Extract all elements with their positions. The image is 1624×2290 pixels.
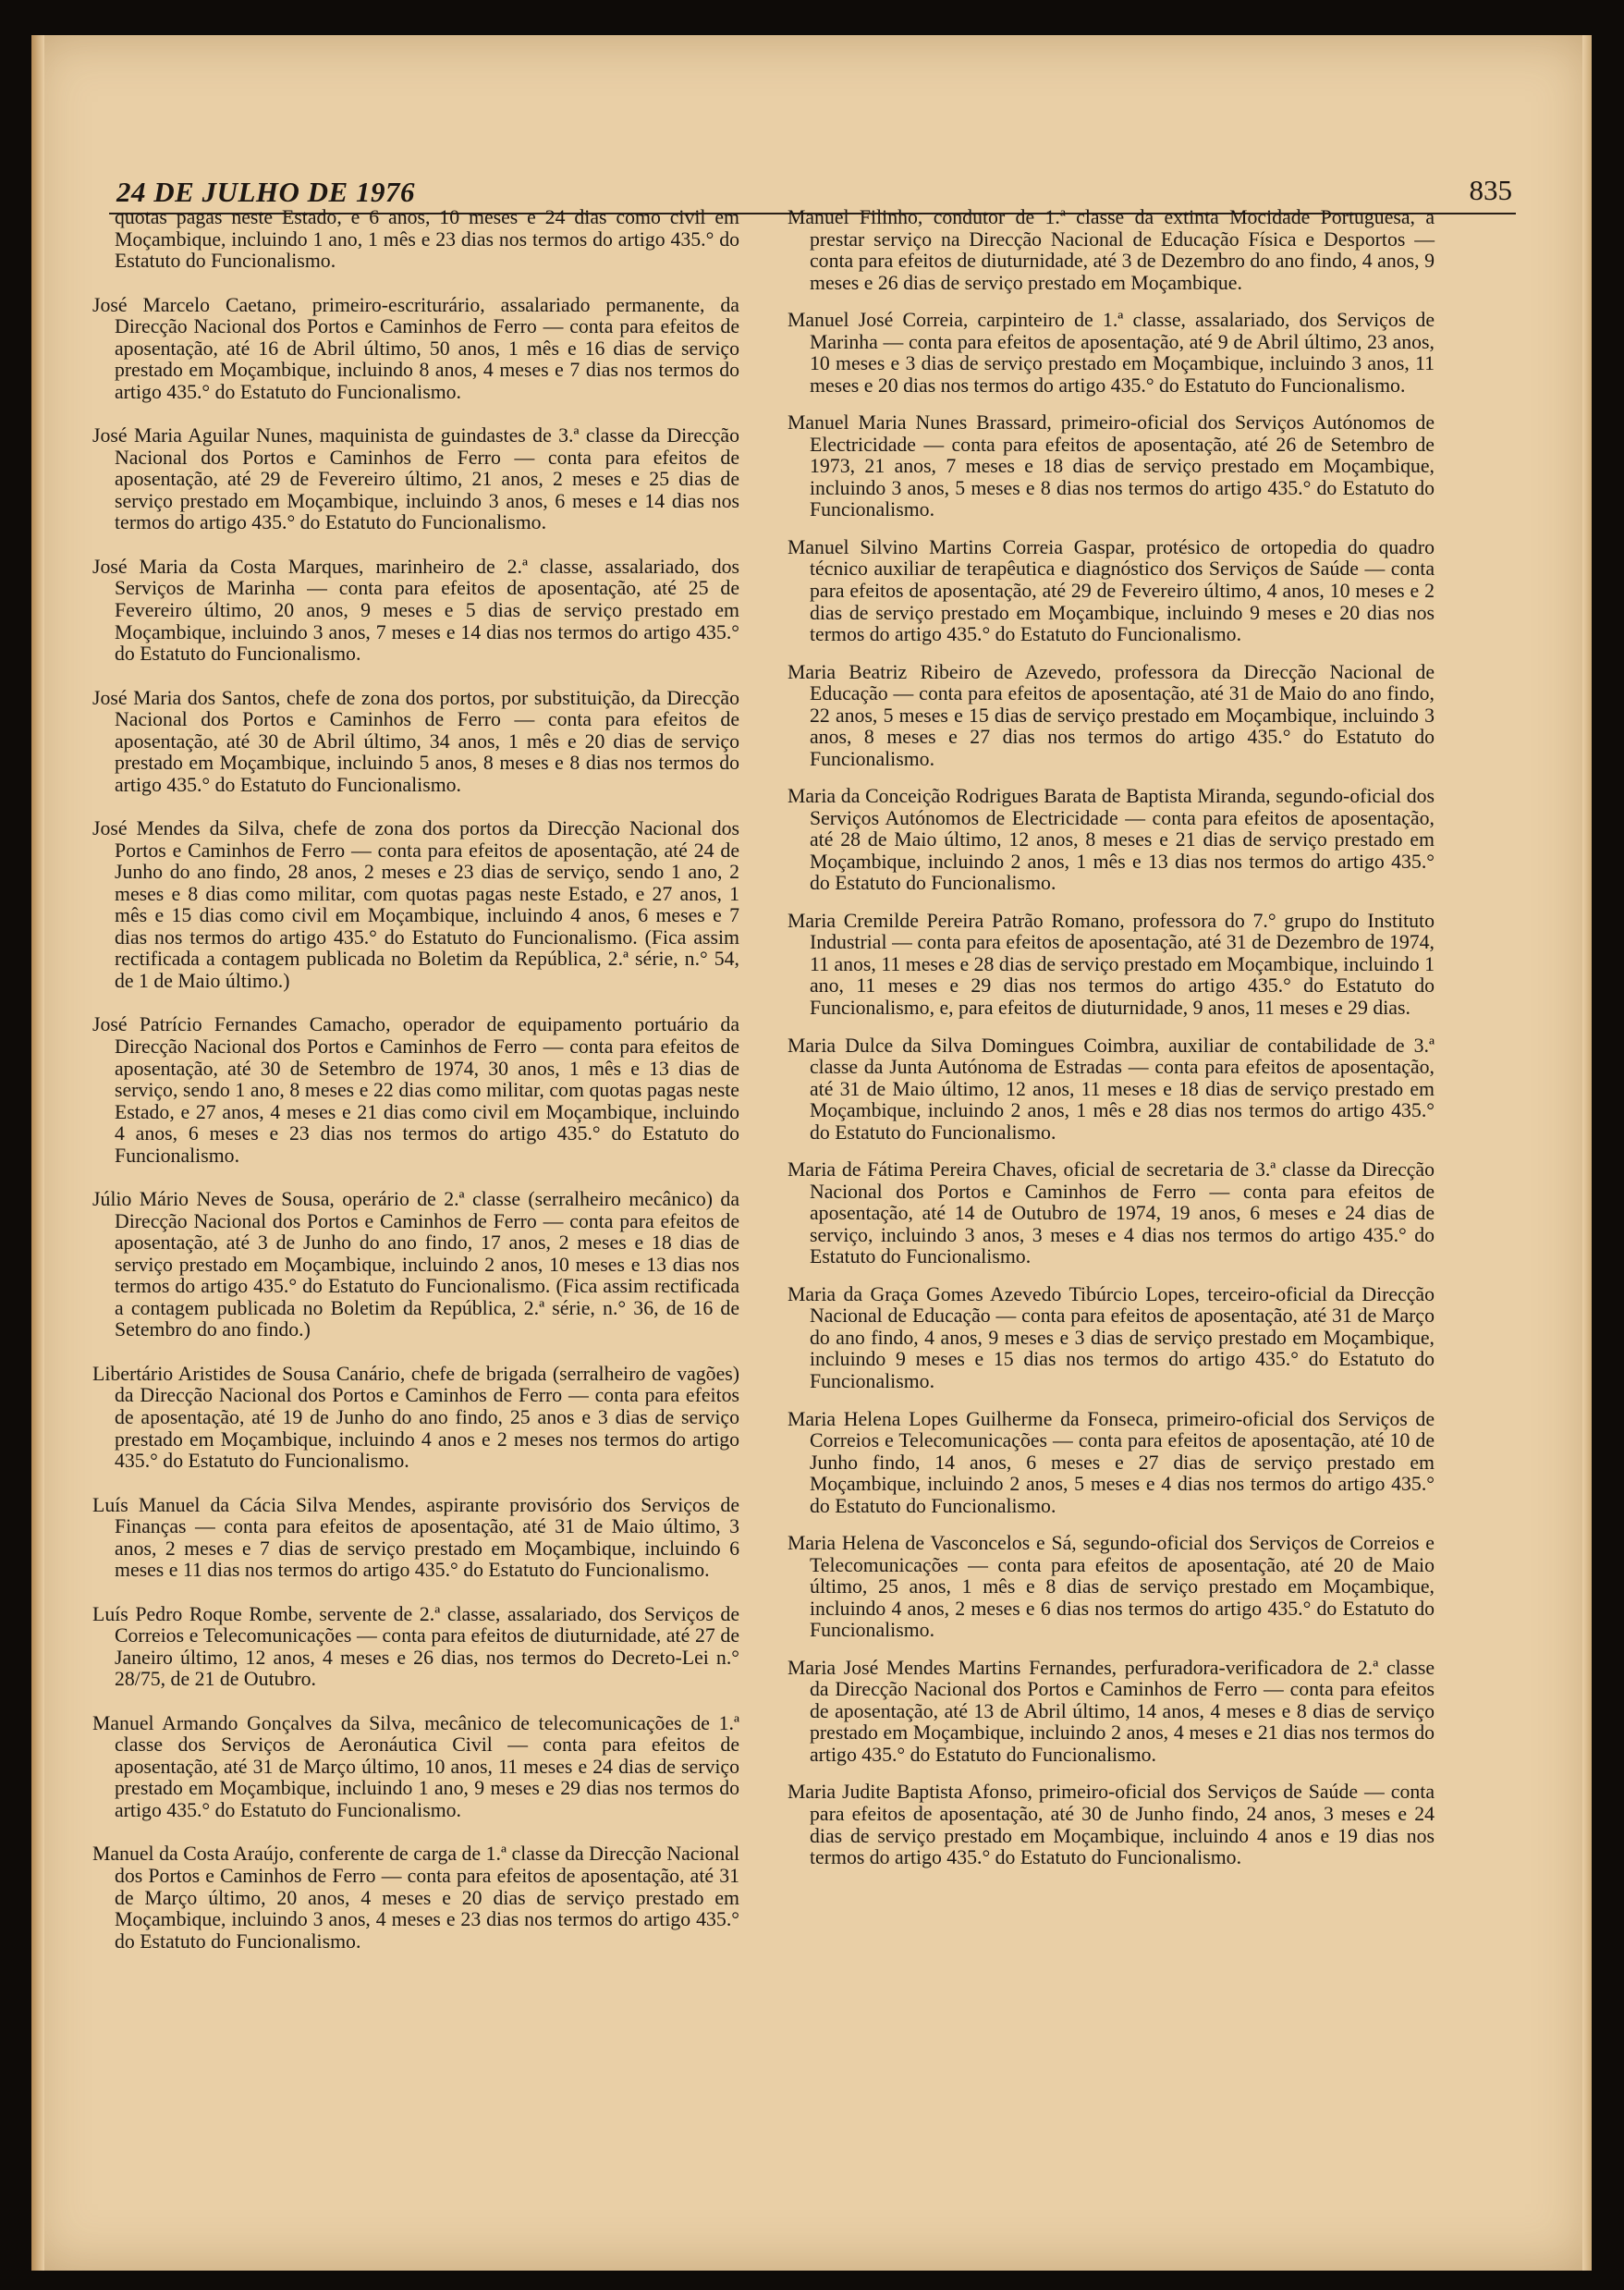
list-item: quotas pagas neste Estado, e 6 anos, 10 meses e 24 dias como civil em Moçambique, incluindo 1 ano, 1 mês e 23 dias nos termos do artigo 435.° do Estatuto do Funcionalismo.: [115, 206, 739, 273]
list-item: José Maria dos Santos, chefe de zona dos portos, por substituição, da Direcção Nacional dos Portos e Caminhos de Ferro — conta para efeitos de aposentação, até 30 de Abril último, 34 anos, 1 mês e 20 dias de serviço prestado em Moçambique, incluindo 5 anos, 8 meses e 8 dias nos termos do artigo 435.° do Estatuto do Funcionalismo.: [92, 686, 739, 796]
list-item: Luís Pedro Roque Rombe, servente de 2.ª classe, assalariado, dos Serviços de Correios e Telecomunicações — conta para efeitos de diuturnidade, até 27 de Janeiro último, 12 anos, 4 meses e 26 dias, nos termos do Decreto-Lei n.° 28/75, de 21 de Outubro.: [92, 1602, 739, 1691]
left-column: [92, 207, 739, 1975]
list-item: Luís Manuel da Cácia Silva Mendes, aspirante provisório dos Serviços de Finanças — conta para efeitos de aposentação, até 31 de Maio último, 3 anos, 2 meses e 7 dias de serviço prestado em Moçambique, incluindo 6 meses e 11 dias nos termos do artigo 435.° do Estatuto do Funcionalismo.: [92, 1493, 739, 1582]
list-item: Manuel Armando Gonçalves da Silva, mecânico de telecomunicações de 1.ª classe dos Serviços de Aeronáutica Civil — conta para efeitos de aposentação, até 31 de Março último, 10 anos, 11 meses e 24 dias de serviço prestado em Moçambique, incluindo 1 ano, 9 meses e 29 dias nos termos do artigo 435.° do Estatuto do Funcionalismo.: [92, 1711, 739, 1821]
list-item: Maria da Graça Gomes Azevedo Tibúrcio Lopes, terceiro-oficial da Direcção Nacional de Educação — conta para efeitos de aposentação, até 31 de Março do ano findo, 4 anos, 9 meses e 3 dias de serviço prestado em Moçambique, incluindo 9 meses e 15 dias nos termos do artigo 435.° do Estatuto do Funcionalismo.: [788, 1282, 1435, 1392]
list-item: Manuel José Correia, carpinteiro de 1.ª classe, assalariado, dos Serviços de Marinha — conta para efeitos de aposentação, até 9 de Abril último, 23 anos, 10 meses e 3 dias de serviço prestado em Moçambique, incluindo 3 anos, 11 meses e 20 dias nos termos do artigo 435.° do Estatuto do Funcionalismo.: [788, 309, 1435, 397]
list-item: José Maria Aguilar Nunes, maquinista de guindastes de 3.ª classe da Direcção Nacional dos Portos e Caminhos de Ferro — conta para efeitos de aposentação, até 29 de Fevereiro último, 21 anos, 2 meses e 25 dias de serviço prestado em Moçambique, incluindo 3 anos, 6 meses e 14 dias nos termos do artigo 435.° do Estatuto do Funcionalismo.: [92, 424, 739, 534]
page-header: [109, 139, 1516, 214]
list-item: Manuel Maria Nunes Brassard, primeiro-oficial dos Serviços Autónomos de Electricidade — conta para efeitos de aposentação, até 26 de Setembro de 1973, 21 anos, 7 meses e 18 dias de serviço prestado em Moçambique, incluindo 3 anos, 5 meses e 8 dias nos termos do artigo 435.° do Estatuto do Funcionalismo.: [788, 411, 1435, 521]
list-item: José Mendes da Silva, chefe de zona dos portos da Direcção Nacional dos Portos e Caminhos de Ferro — conta para efeitos de aposentação, até 24 de Junho do ano findo, 28 anos, 2 meses e 23 dias de serviço, sendo 1 ano, 2 meses e 8 dias como militar, com quotas pagas neste Estado, e 27 anos, 1 mês e 15 dias como civil em Moçambique, incluindo 4 anos, 6 meses e 7 dias nos termos do artigo 435.° do Estatuto do Funcionalismo. (Fica assim rectificada a contagem publicada no Boletim da República, 2.ª série, n.° 54, de 1 de Maio último.): [92, 817, 739, 992]
page-number: 835: [1469, 174, 1512, 206]
right-column: [788, 207, 1435, 1885]
list-item: Maria Judite Baptista Afonso, primeiro-oficial dos Serviços de Saúde — conta para efeitos de aposentação, até 30 de Junho findo, 24 anos, 3 meses e 24 dias de serviço prestado em Moçambique, incluindo 4 anos e 19 dias nos termos do artigo 435.° do Estatuto do Funcionalismo.: [788, 1781, 1435, 1869]
list-item: Maria da Conceição Rodrigues Barata de Baptista Miranda, segundo-oficial dos Serviços Autónomos de Electricidade — conta para efeitos de aposentação, até 28 de Maio último, 12 anos, 8 meses e 21 dias de serviço prestado em Moçambique, incluindo 2 anos, 1 mês e 13 dias nos termos do artigo 435.° do Estatuto do Funcionalismo.: [788, 785, 1435, 895]
list-item: Manuel da Costa Araújo, conferente de carga de 1.ª classe da Direcção Nacional dos Portos e Caminhos de Ferro — conta para efeitos de aposentação, até 31 de Março último, 20 anos, 4 meses e 20 dias de serviço prestado em Moçambique, incluindo 3 anos, 4 meses e 23 dias nos termos do artigo 435.° do Estatuto do Funcionalismo.: [92, 1843, 739, 1953]
list-item: Júlio Mário Neves de Sousa, operário de 2.ª classe (serralheiro mecânico) da Direcção Nacional dos Portos e Caminhos de Ferro — conta para efeitos de aposentação, até 3 de Junho do ano findo, 17 anos, 2 meses e 18 dias de serviço prestado em Moçambique, incluindo 2 anos, 10 meses e 13 dias nos termos do artigo 435.° do Estatuto do Funcionalismo. (Fica assim rectificada a contagem publicada no Boletim da República, 2.ª série, n.° 36, de 16 de Setembro do ano findo.): [92, 1188, 739, 1341]
list-item: José Maria da Costa Marques, marinheiro de 2.ª classe, assalariado, dos Serviços de Marinha — conta para efeitos de aposentação, até 25 de Fevereiro último, 20 anos, 9 meses e 5 dias de serviço prestado em Moçambique, incluindo 3 anos, 7 meses e 14 dias nos termos do artigo 435.° do Estatuto do Funcionalismo.: [92, 555, 739, 666]
list-item: Maria Cremilde Pereira Patrão Romano, professora do 7.° grupo do Instituto Industrial — conta para efeitos de aposentação, até 31 de Dezembro de 1974, 11 anos, 11 meses e 28 dias de serviço prestado em Moçambique, incluindo 1 ano, 11 meses e 29 dias nos termos do artigo 435.° do Estatuto do Funcionalismo, e, para efeitos de diuturnidade, 9 anos, 11 meses e 29 dias.: [788, 909, 1435, 1019]
list-item: José Marcelo Caetano, primeiro-escriturário, assalariado permanente, da Direcção Nacional dos Portos e Caminhos de Ferro — conta para efeitos de aposentação, até 16 de Abril último, 50 anos, 1 mês e 16 dias de serviço prestado em Moçambique, incluindo 8 anos, 4 meses e 7 dias nos termos do artigo 435.° do Estatuto do Funcionalismo.: [92, 293, 739, 403]
list-item: José Patrício Fernandes Camacho, operador de equipamento portuário da Direcção Nacional dos Portos e Caminhos de Ferro — conta para efeitos de aposentação, até 30 de Setembro de 1974, 30 anos, 1 mês e 13 dias de serviço, sendo 1 ano, 8 meses e 22 dias como militar, com quotas pagas neste Estado, e 27 anos, 4 meses e 21 dias como civil em Moçambique, incluindo 4 anos, 6 meses e 23 dias nos termos do artigo 435.° do Estatuto do Funcionalismo.: [92, 1013, 739, 1167]
list-item: Manuel Filinho, condutor de 1.ª classe da extinta Mocidade Portuguesa, a prestar serviço na Direcção Nacional de Educação Física e Desportos — conta para efeitos de diuturnidade, até 3 de Dezembro do ano findo, 4 anos, 9 meses e 26 dias de serviço prestado em Moçambique.: [788, 206, 1435, 294]
header-date: 24 DE JULHO DE 1976: [116, 176, 415, 208]
list-item: Manuel Silvino Martins Correia Gaspar, protésico de ortopedia do quadro técnico auxiliar de terapêutica e diagnóstico dos Serviços de Saúde — conta para efeitos de aposentação, até 29 de Fevereiro último, 4 anos, 10 meses e 2 dias de serviço prestado em Moçambique, incluindo 9 meses e 20 dias nos termos do artigo 435.° do Estatuto do Funcionalismo.: [788, 535, 1435, 646]
list-item: Libertário Aristides de Sousa Canário, chefe de brigada (serralheiro de vagões) da Direcção Nacional dos Portos e Caminhos de Ferro — conta para efeitos de aposentação, até 19 de Junho do ano findo, 25 anos e 3 dias de serviço prestado em Moçambique, incluindo 4 anos e 2 meses nos termos do artigo 435.° do Estatuto do Funcionalismo.: [92, 1362, 739, 1473]
list-item: Maria Beatriz Ribeiro de Azevedo, professora da Direcção Nacional de Educação — conta para efeitos de aposentação, até 31 de Maio do ano findo, 22 anos, 5 meses e 15 dias de serviço prestado em Moçambique, incluindo 3 anos, 8 meses e 27 dias nos termos do artigo 435.° do Estatuto do Funcionalismo.: [788, 660, 1435, 770]
list-item: Maria Helena Lopes Guilherme da Fonseca, primeiro-oficial dos Serviços de Correios e Telecomunicações — conta para efeitos de aposentação, até 10 de Junho findo, 14 anos, 6 meses e 27 dias de serviço prestado em Moçambique, incluindo 2 anos, 5 meses e 4 dias nos termos do artigo 435.° do Estatuto do Funcionalismo.: [788, 1407, 1435, 1517]
list-item: Maria de Fátima Pereira Chaves, oficial de secretaria de 3.ª classe da Direcção Nacional dos Portos e Caminhos de Ferro — conta para efeitos de aposentação, até 14 de Outubro de 1974, 19 anos, 6 meses e 24 dias de serviço, incluindo 3 anos, 3 meses e 4 dias nos termos do artigo 435.° do Estatuto do Funcionalismo.: [788, 1158, 1435, 1268]
list-item: Maria José Mendes Martins Fernandes, perfuradora-verificadora de 2.ª classe da Direcção Nacional dos Portos e Caminhos de Ferro — conta para efeitos de aposentação, até 13 de Abril último, 14 anos, 4 meses e 8 dias de serviço prestado em Moçambique, incluindo 2 anos, 4 meses e 21 dias nos termos do artigo 435.° do Estatuto do Funcionalismo.: [788, 1656, 1435, 1766]
list-item: Maria Dulce da Silva Domingues Coimbra, auxiliar de contabilidade de 3.ª classe da Junta Autónoma de Estradas — conta para efeitos de aposentação, até 31 de Maio último, 12 anos, 11 meses e 18 dias de serviço prestado em Moçambique, incluindo 2 anos, 1 mês e 28 dias nos termos do artigo 435.° do Estatuto do Funcionalismo.: [788, 1034, 1435, 1144]
list-item: Maria Helena de Vasconcelos e Sá, segundo-oficial dos Serviços de Correios e Telecomunicações — conta para efeitos de aposentação, até 20 de Maio último, 25 anos, 1 mês e 8 dias de serviço prestado em Moçambique, incluindo 4 anos, 2 meses e 6 dias nos termos do artigo 435.° do Estatuto do Funcionalismo.: [788, 1532, 1435, 1642]
